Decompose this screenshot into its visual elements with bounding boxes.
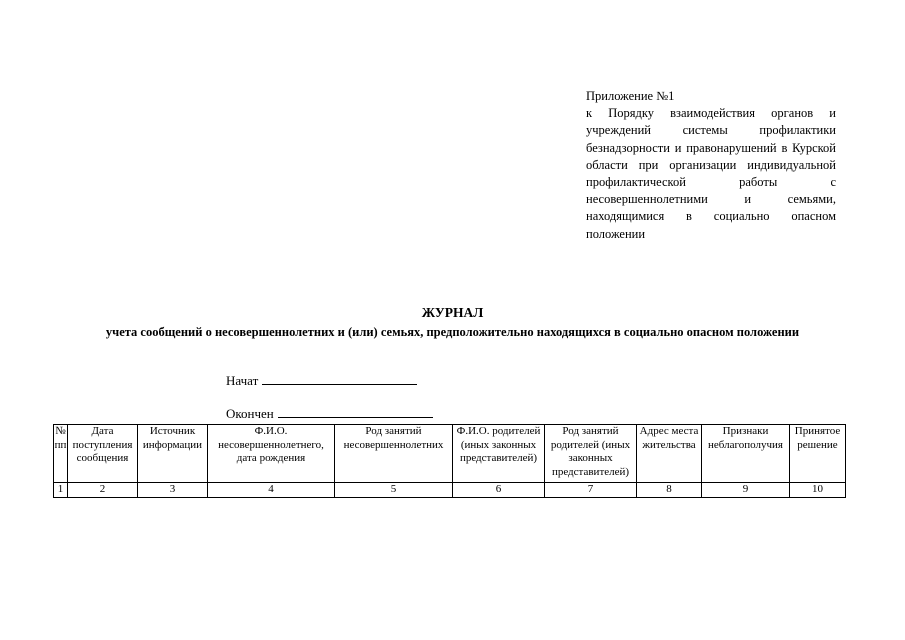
header-cell: Дата поступления сообщения bbox=[68, 425, 138, 483]
column-number-cell: 9 bbox=[702, 483, 790, 498]
header-row bbox=[54, 425, 846, 483]
column-number-cell: 6 bbox=[453, 483, 545, 498]
header-cell: Род занятий родителей (иных законных представителей) bbox=[545, 425, 637, 483]
header-cell: Ф.И.О. родителей (иных законных представителей) bbox=[453, 425, 545, 483]
header-cell: Источник информации bbox=[138, 425, 208, 483]
header-cell: Адрес места жительства bbox=[637, 425, 702, 483]
start-blank-line bbox=[262, 372, 417, 385]
column-number-row bbox=[54, 483, 846, 498]
start-label: Начат bbox=[226, 373, 259, 388]
appendix-note bbox=[586, 88, 836, 243]
end-label: Окончен bbox=[226, 406, 274, 421]
header-cell: Принятое решение bbox=[790, 425, 846, 483]
header-cell: № пп bbox=[54, 425, 68, 483]
appendix-body: к Порядку взаимодействия органов и учреждений системы профилактики безнадзорности и правонарушений в Курской области при организации индивидуальной профилактической работы с несовершеннолетними и семьями, находящимися в социально опасном положении bbox=[586, 106, 836, 241]
column-number-cell: 3 bbox=[138, 483, 208, 498]
column-number-cell: 5 bbox=[335, 483, 453, 498]
column-number-cell: 10 bbox=[790, 483, 846, 498]
column-number-cell: 7 bbox=[545, 483, 637, 498]
column-number-cell: 2 bbox=[68, 483, 138, 498]
journal-title: ЖУРНАЛ bbox=[421, 305, 484, 320]
column-number-cell: 8 bbox=[637, 483, 702, 498]
header-cell: Ф.И.О. несовершеннолетнего, дата рождения bbox=[208, 425, 335, 483]
start-date-field bbox=[226, 372, 417, 389]
journal-table bbox=[53, 424, 846, 498]
header-cell: Род занятий несовершеннолетних bbox=[335, 425, 453, 483]
header-cell: Признаки неблагополучия bbox=[702, 425, 790, 483]
end-date-field bbox=[226, 405, 433, 422]
column-number-cell: 4 bbox=[208, 483, 335, 498]
column-number-cell: 1 bbox=[54, 483, 68, 498]
journal-subtitle: учета сообщений о несовершеннолетних и (или) семьях, предположительно находящихся в социально опасном положении bbox=[105, 325, 800, 339]
appendix-title: Приложение №1 bbox=[586, 89, 675, 103]
end-blank-line bbox=[278, 405, 433, 418]
